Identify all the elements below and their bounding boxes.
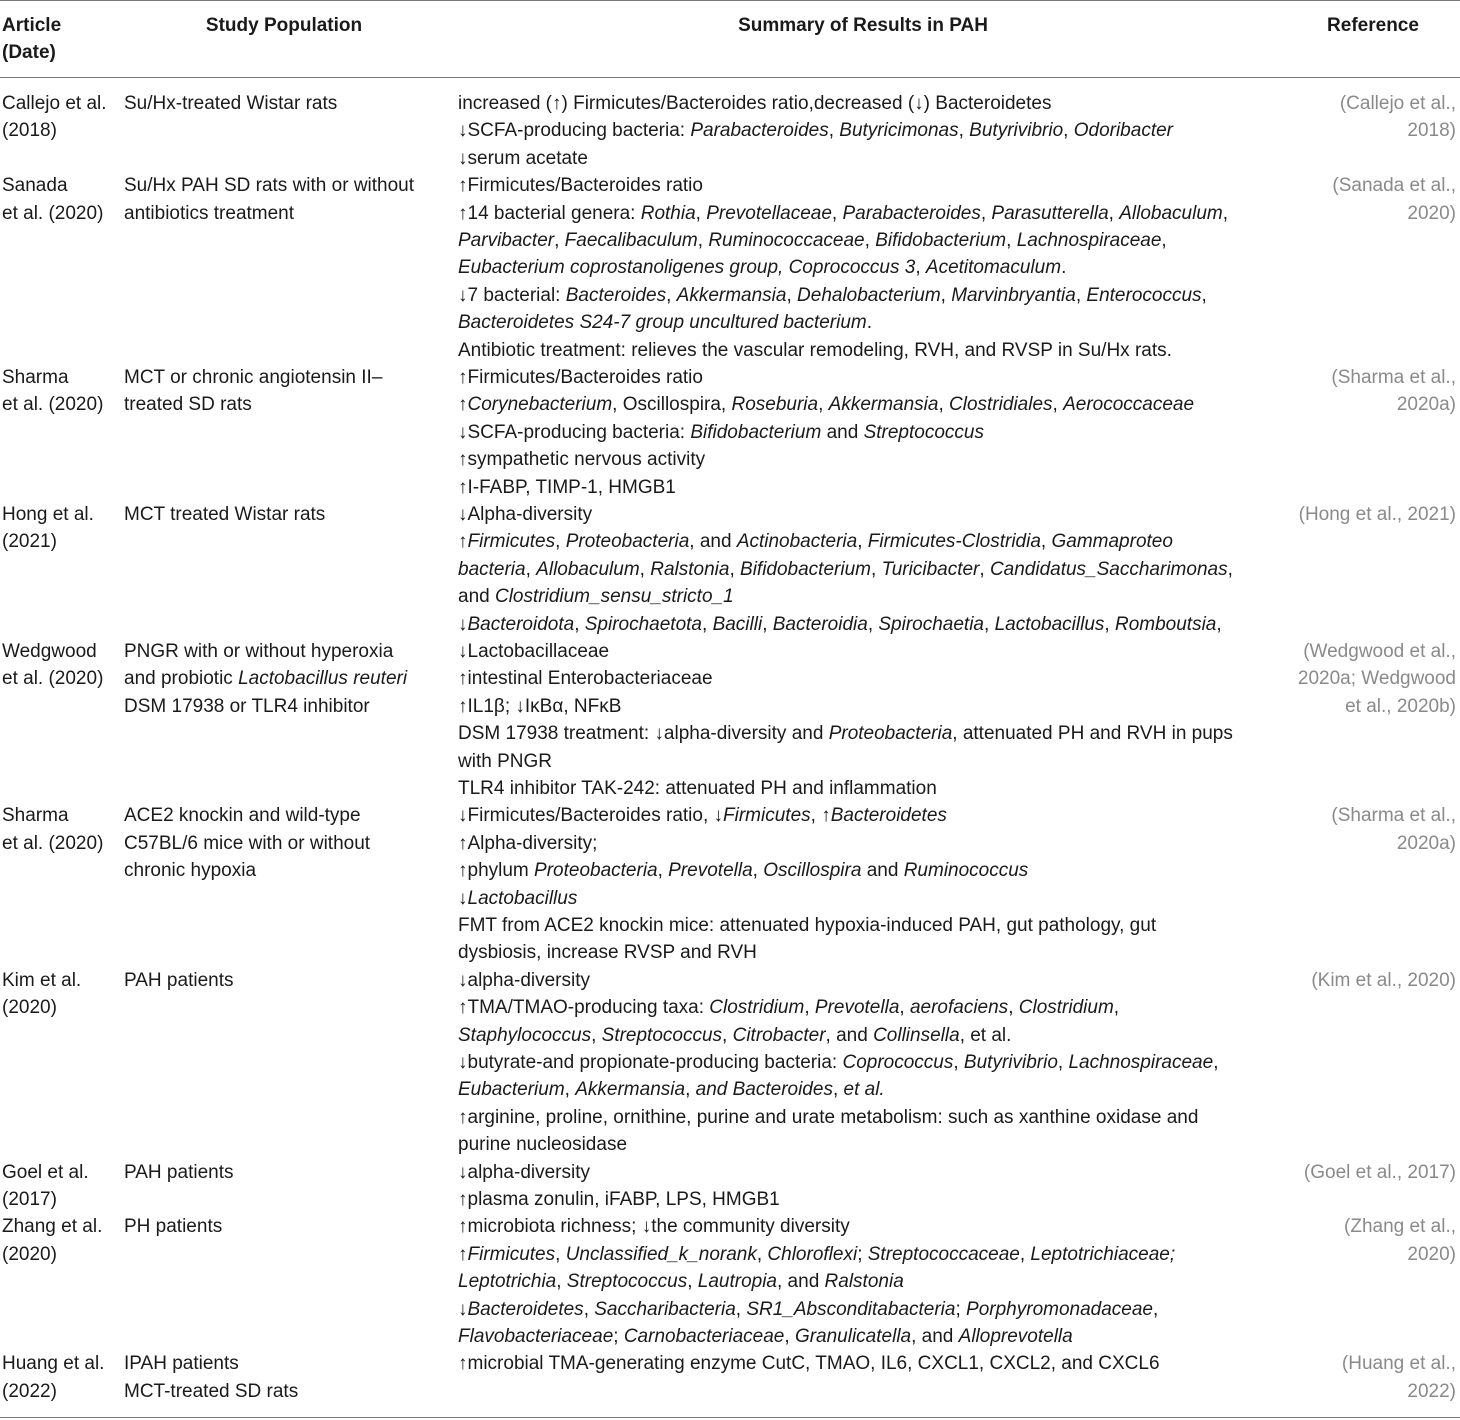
row-reference-line[interactable]: (Sanada et al., [1332,175,1456,197]
row-summary-line: ↑IL1β; ↓IκBα, NFκB [458,695,622,717]
row-population-line: IPAH patients [124,1353,239,1375]
row-article-line: (2022) [2,1380,57,1402]
row-article-line: Goel et al. [2,1161,89,1183]
row-summary-line: ↓alpha-diversity [458,1161,590,1183]
row-summary-line: ↑Corynebacterium, Oscillospira, Roseburia, Akkermansia, Clostridiales, Aerococcaceae [458,394,1195,416]
header-rule [0,77,1460,78]
row-summary [458,967,1278,1159]
row-summary-line: ↓butyrate-and propionate-producing bacteria: Coprococcus, Butyrivibrio, Lachnospiraceae, [458,1051,1219,1073]
row-summary-line: ↓serum acetate [458,147,588,169]
row-reference-line[interactable]: 2020a; Wedgwood [1297,668,1456,690]
row-reference-line[interactable]: (Hong et al., 2021) [1298,504,1456,525]
row-reference [1256,1159,1456,1186]
row-reference-line[interactable]: (Huang et al., [1341,1353,1456,1375]
row-summary-line: DSM 17938 treatment: ↓alpha-diversity and Proteobacteria, attenuated PH and RVH in pups [458,723,1233,745]
row-summary [458,802,1278,966]
row-reference [1256,172,1456,227]
row-summary [458,638,1278,802]
row-article-line: et al. (2020) [2,668,104,690]
row-summary-line: ↓SCFA-producing bacteria: Parabacteroides, Butyricimonas, Butyrivibrio, Odoribacter [458,120,1173,142]
row-summary [458,1159,1278,1214]
row-summary-line: ↑plasma zonulin, iFABP, LPS, HMGB1 [458,1188,780,1210]
row-reference [1256,364,1456,419]
row-article-line: Callejo et al. [2,93,107,114]
row-article [2,638,120,693]
row-reference-line[interactable]: (Zhang et al., [1344,1216,1456,1238]
row-summary-line: ↓alpha-diversity [458,969,590,991]
row-article [2,364,120,419]
row-reference [1256,90,1456,145]
row-summary-line: ↓Bacteroidetes, Saccharibacteria, SR1_Absconditabacteria; Porphyromonadaceae, [458,1298,1159,1320]
row-article-line: et al. (2020) [2,832,104,854]
row-summary-line: increased (↑) Firmicutes/Bacteroides ratio,decreased (↓) Bacteroidetes [458,93,1052,114]
row-article-line: Huang et al. [2,1353,105,1375]
row-reference-line[interactable]: et al., 2020b) [1345,695,1456,717]
row-summary [458,172,1278,364]
row-article-line: (2018) [2,120,57,142]
row-summary-line: ↑arginine, proline, ornithine, purine and urate metabolism: such as xanthine oxidase and [458,1106,1199,1128]
row-article-line: et al. (2020) [2,394,104,416]
row-summary-line: Parvibacter, Faecalibaculum, Ruminococcaceae, Bifidobacterium, Lachnospiraceae, [458,229,1167,251]
row-article [2,967,120,1022]
row-summary-line: ↑14 bacterial genera: Rothia, Prevotellaceae, Parabacteroides, Parasutterella, Allobaculum, [458,202,1228,224]
row-population-line: treated SD rats [124,394,252,416]
row-article-line: Wedgwood [2,641,97,662]
row-summary-line: ↓Bacteroidota, Spirochaetota, Bacilli, Bacteroidia, Spirochaetia, Lactobacillus, Romboutsia, [458,613,1222,635]
row-reference-line[interactable]: (Goel et al., 2017) [1303,1161,1456,1183]
row-reference-line[interactable]: (Callejo et al., [1339,93,1456,114]
row-summary-line: ↑Firmicutes, Proteobacteria, and Actinobacteria, Firmicutes-Clostridia, Gammaproteo [458,531,1173,553]
row-summary-line: ↑microbiota richness; ↓the community diversity [458,1216,850,1238]
row-population-line: Su/Hx-treated Wistar rats [124,93,338,114]
row-population-line: PAH patients [124,1161,234,1183]
row-article [2,90,120,145]
row-reference [1256,501,1456,528]
row-article-line: et al. (2020) [2,202,104,224]
row-article-line: Kim et al. [2,969,82,991]
row-population [124,1350,454,1405]
row-summary-line: purine nucleosidase [458,1134,628,1156]
row-reference-line[interactable]: (Sharma et al., [1331,805,1456,827]
row-reference [1256,1350,1456,1405]
row-population-line: DSM 17938 or TLR4 inhibitor [124,695,370,717]
row-population-line: PH patients [124,1216,223,1238]
row-summary-line: Staphylococcus, Streptococcus, Citrobacter, and Collinsella, et al. [458,1024,1012,1046]
row-reference [1256,638,1456,720]
row-reference-line[interactable]: 2020a) [1396,832,1456,854]
row-article-line: (2017) [2,1188,57,1210]
row-article [2,501,120,556]
row-population [124,1159,454,1186]
row-summary [458,364,1278,501]
row-article-line: Hong et al. [2,504,94,525]
row-reference-line[interactable]: 2018) [1407,120,1456,142]
row-article [2,1159,120,1214]
row-article-line: Sharma [2,805,69,827]
row-article-line: (2021) [2,531,57,553]
row-summary-line: ↑phylum Proteobacteria, Prevotella, Oscillospira and Ruminococcus [458,860,1029,882]
row-summary [458,1213,1278,1350]
row-population-line: Su/Hx PAH SD rats with or without [124,175,415,197]
row-summary-line: ↑Firmicutes/Bacteroides ratio [458,367,703,388]
row-population [124,802,454,884]
row-summary-line: dysbiosis, increase RVSP and RVH [458,942,757,964]
row-population-line: MCT treated Wistar rats [124,504,326,525]
row-summary-line: ↑I-FABP, TIMP-1, HMGB1 [458,476,676,498]
row-summary-line: ↑sympathetic nervous activity [458,449,706,471]
row-reference-line[interactable]: (Kim et al., 2020) [1311,969,1456,991]
row-article-line: (2020) [2,1243,57,1265]
row-reference-line[interactable]: (Sharma et al., [1331,367,1456,388]
row-summary-line: Antibiotic treatment: relieves the vascular remodeling, RVH, and RVSP in Su/Hx rats. [458,339,1172,361]
row-summary-line: ↓SCFA-producing bacteria: Bifidobacterium and Streptococcus [458,421,984,443]
table-top-rule [0,0,1460,1]
row-population [124,364,454,419]
row-article-line: (2020) [2,997,57,1019]
row-population [124,172,454,227]
row-summary [458,1350,1278,1377]
row-population-line: C57BL/6 mice with or without [124,832,371,854]
header-article-line2: (Date) [2,42,56,64]
row-population-line: chronic hypoxia [124,860,257,882]
row-article [2,1350,120,1405]
row-summary [458,90,1278,172]
row-summary-line: Eubacterium, Akkermansia, and Bacteroides, et al. [458,1079,885,1101]
row-population-line: ACE2 knockin and wild-type [124,805,361,827]
row-article-line: Sanada [2,175,68,197]
header-summary: Summary of Results in PAH [738,15,988,36]
row-summary-line: ↑microbial TMA-generating enzyme CutC, TMAO, IL6, CXCL1, CXCL2, and CXCL6 [458,1353,1160,1375]
row-summary-line: Eubacterium coprostanoligenes group, Coprococcus 3, Acetitomaculum. [458,257,1067,279]
row-summary-line: and Clostridium_sensu_stricto_1 [458,586,734,608]
row-population [124,967,454,994]
header-article [2,12,112,67]
row-summary-line: with PNGR [458,750,552,772]
row-summary-line: TLR4 inhibitor TAK-242: attenuated PH and inflammation [458,777,937,799]
table-bottom-rule [0,1417,1460,1418]
row-summary-line: Leptotrichia, Streptococcus, Lautropia, and Ralstonia [458,1271,904,1293]
row-summary-line: ↓Alpha-diversity [458,504,593,525]
row-summary-line: FMT from ACE2 knockin mice: attenuated hypoxia-induced PAH, gut pathology, gut [458,914,1157,936]
row-summary-line: ↓Firmicutes/Bacteroides ratio, ↓Firmicutes, ↑Bacteroidetes [458,805,947,827]
header-article-line1: Article [2,15,62,36]
row-article [2,1213,120,1268]
row-reference [1256,1213,1456,1268]
row-summary-line: ↑Firmicutes, Unclassified_k_norank, Chloroflexi; Streptococcaceae, Leptotrichiaceae; [458,1243,1176,1265]
row-population-line: antibiotics treatment [124,202,295,224]
row-summary-line: ↓Lactobacillaceae [458,641,610,662]
row-article-line: Sharma [2,367,69,388]
row-population-line: MCT-treated SD rats [124,1380,299,1402]
row-summary-line: ↑Alpha-diversity; [458,832,598,854]
row-population [124,1213,454,1240]
row-reference-line[interactable]: 2020a) [1396,394,1456,416]
row-reference [1256,802,1456,857]
row-population-line: PAH patients [124,969,234,991]
row-summary-line: Flavobacteriaceae; Carnobacteriaceae, Granulicatella, and Alloprevotella [458,1325,1073,1347]
row-summary-line: Bacteroidetes S24-7 group uncultured bacterium. [458,312,873,334]
row-reference-line[interactable]: 2020) [1407,1243,1456,1265]
row-summary-line: ↓Lactobacillus [458,887,578,909]
row-reference-line[interactable]: 2020) [1407,202,1456,224]
row-summary-line: bacteria, Allobaculum, Ralstonia, Bifidobacterium, Turicibacter, Candidatus_Saccharimonas, [458,558,1233,580]
row-summary [458,501,1278,638]
row-population [124,638,454,720]
row-population-line: MCT or chronic angiotensin II– [124,367,383,388]
row-summary-line: ↑TMA/TMAO-producing taxa: Clostridium, Prevotella, aerofaciens, Clostridium, [458,997,1120,1019]
row-summary-line: ↑Firmicutes/Bacteroides ratio [458,175,703,197]
row-reference-line[interactable]: (Wedgwood et al., [1303,641,1456,662]
row-population-line: and probiotic Lactobacillus reuteri [124,668,408,690]
header-reference: Reference [1327,15,1419,36]
row-summary-line: ↑intestinal Enterobacteriaceae [458,668,713,690]
row-summary-line: ↓7 bacterial: Bacteroides, Akkermansia, Dehalobacterium, Marvinbryantia, Enterococcus, [458,284,1207,306]
row-population [124,90,454,117]
row-population-line: PNGR with or without hyperoxia [124,641,394,662]
row-population [124,501,454,528]
row-article [2,172,120,227]
row-article [2,802,120,857]
row-reference [1256,967,1456,994]
row-article-line: Zhang et al. [2,1216,103,1238]
row-reference-line[interactable]: 2022) [1407,1380,1456,1402]
header-population: Study Population [205,15,363,36]
